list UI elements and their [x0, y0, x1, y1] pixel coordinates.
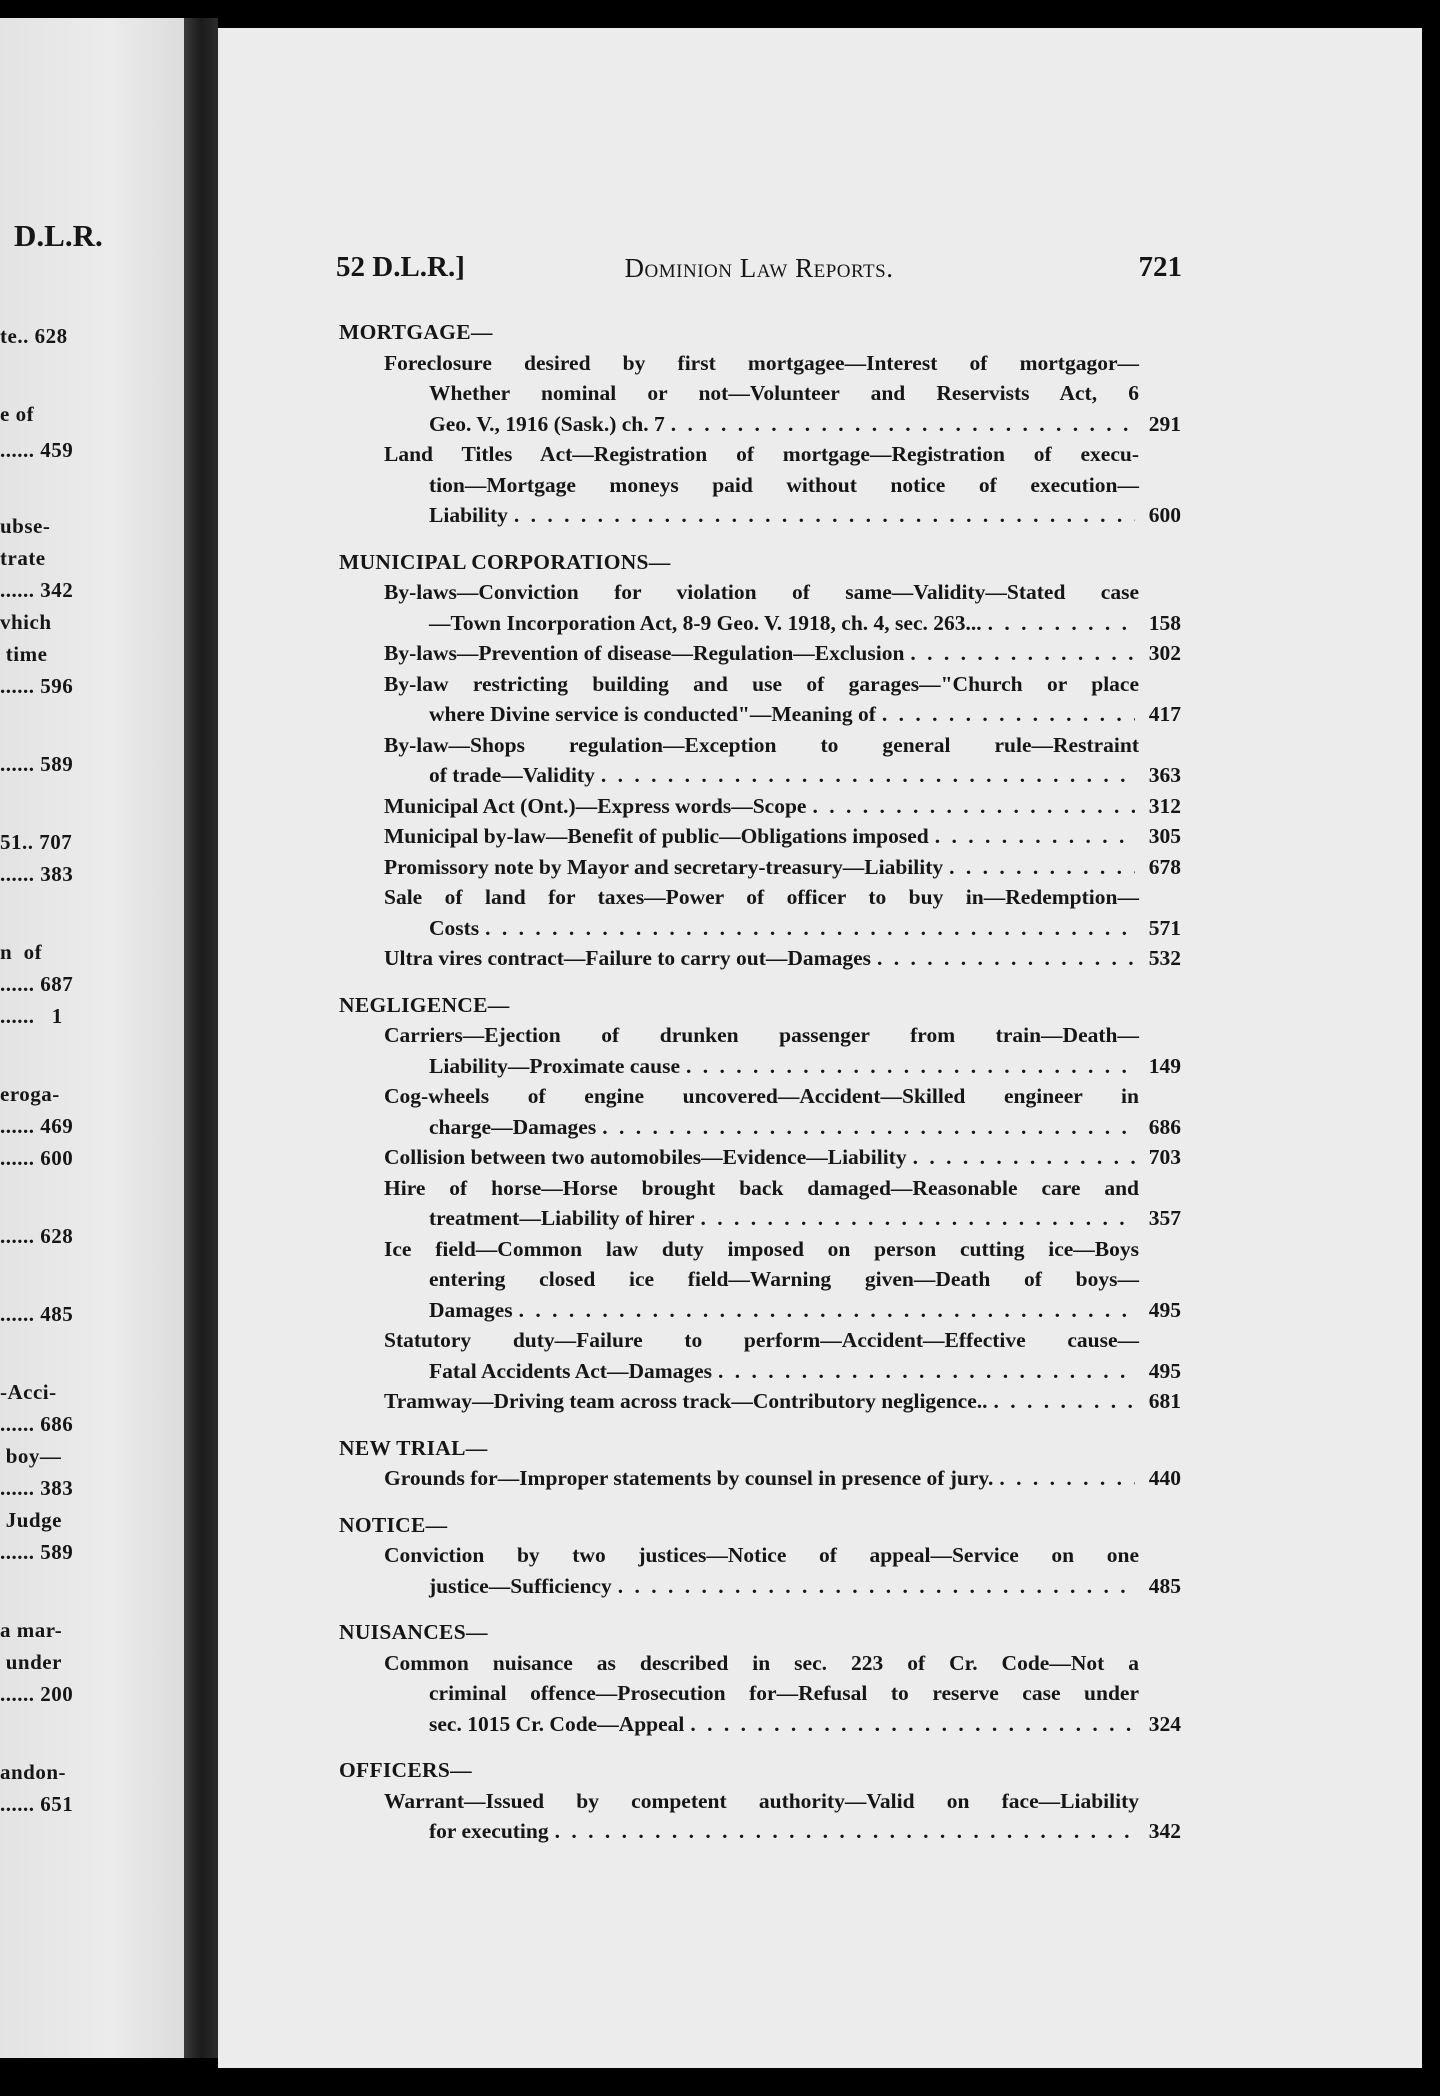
index-entry [339, 821, 1181, 852]
index-entry [339, 1386, 1181, 1417]
entry-line: Common nuisance as described in sec. 223 of Cr. Code—Not a [384, 1650, 1139, 1675]
index-entry [339, 638, 1181, 669]
entry-line: criminal offence—Prosecution for—Refusal to reserve case under [429, 1681, 1139, 1705]
page-reference: 678 [1148, 854, 1181, 879]
page-reference: 305 [1148, 824, 1181, 848]
index-section [339, 1617, 1181, 1739]
index-entry [339, 730, 1181, 791]
page-reference: 495 [1148, 1297, 1181, 1322]
left-page-line: Judge [0, 1508, 62, 1532]
entry-text: Damages [429, 1297, 513, 1322]
entry-text: of trade—Validity [429, 763, 595, 787]
entry-line [384, 1295, 1181, 1326]
page-reference: 485 [1148, 1573, 1181, 1598]
entry-line [384, 409, 1181, 440]
entry-text: Costs [429, 915, 480, 940]
index-entry [339, 1020, 1181, 1081]
page-reference: 158 [1148, 610, 1181, 635]
dot-leader [618, 1571, 1135, 1602]
entry-text: treatment—Liability of hirer [429, 1206, 695, 1230]
entry-line [384, 1112, 1181, 1143]
index-entry [339, 1648, 1181, 1740]
index-entry [339, 943, 1181, 974]
index-entry [339, 1540, 1181, 1601]
entry-line [384, 760, 1181, 791]
dot-leader [555, 1816, 1135, 1847]
left-page-line: ...... 600 [0, 1146, 74, 1170]
entry-line [384, 913, 1181, 944]
page-reference: 324 [1148, 1711, 1181, 1736]
left-page-line: ...... 589 [0, 1540, 74, 1564]
section-heading: OFFICERS— [339, 1758, 472, 1782]
page-reference: 532 [1148, 946, 1181, 970]
left-page-line: trate [0, 546, 46, 570]
entry-line [384, 1051, 1181, 1082]
entry-line [384, 1463, 1181, 1494]
entry-text: for executing [429, 1819, 549, 1843]
entry-line [384, 791, 1181, 822]
entry-line [384, 638, 1181, 669]
entry-line: Sale of land for taxes—Power of officer to buy in—Redemption— [384, 885, 1139, 909]
left-page-line: te.. 628 [0, 324, 68, 348]
page-header [336, 251, 1182, 291]
entry-line: tion—Mortgage moneys paid without notice of execution— [429, 472, 1139, 497]
entry-line [384, 1386, 1181, 1417]
left-page-line: ...... 342 [0, 578, 74, 602]
dot-leader [999, 1463, 1135, 1494]
dot-leader [994, 1386, 1135, 1417]
dot-leader [910, 638, 1135, 669]
index-entry [339, 791, 1181, 822]
entry-text: Liability [429, 503, 508, 527]
index-entry [339, 1142, 1181, 1173]
entry-line: entering closed ice field—Warning given—Death of boys— [429, 1267, 1139, 1291]
page-reference: 686 [1148, 1114, 1181, 1139]
entry-text: Municipal Act (Ont.)—Express words—Scope [384, 793, 807, 818]
entry-line [384, 1203, 1181, 1234]
entry-text: justice—Sufficiency [429, 1573, 612, 1598]
entry-text: charge—Damages [429, 1114, 597, 1139]
dot-leader [671, 409, 1135, 440]
left-page-line: ...... 651 [0, 1792, 74, 1816]
entry-text: Fatal Accidents Act—Damages [429, 1358, 713, 1383]
entry-line: By-law—Shops regulation—Exception to general rule—Restraint [384, 732, 1139, 757]
left-page-line: ...... 200 [0, 1682, 74, 1706]
entry-text: Geo. V., 1916 (Sask.) ch. 7 [429, 411, 665, 436]
page-reference: 357 [1148, 1206, 1181, 1230]
entry-line [384, 500, 1181, 531]
entry-line [384, 1571, 1181, 1602]
page-reference: 312 [1148, 793, 1181, 818]
left-page-line: e of [0, 402, 35, 426]
left-page-line: ...... 589 [0, 752, 74, 776]
dot-leader [514, 500, 1135, 531]
index-section [339, 317, 1181, 531]
dot-leader [882, 699, 1135, 730]
entry-line [384, 1709, 1181, 1740]
left-page-line: ...... 383 [0, 1476, 74, 1500]
index-section [339, 990, 1181, 1417]
entry-line [384, 1816, 1181, 1847]
section-heading: MUNICIPAL CORPORATIONS— [339, 549, 671, 574]
left-page-line: a mar- [0, 1618, 63, 1642]
previous-page-edge [0, 18, 184, 2058]
left-page-header: D.L.R. [14, 218, 103, 253]
dot-leader [690, 1709, 1135, 1740]
index-entry [339, 577, 1181, 638]
left-page-line: time [0, 642, 48, 666]
dot-leader [519, 1295, 1135, 1326]
page-reference: 440 [1148, 1466, 1181, 1490]
entry-line: Conviction by two justices—Notice of appeal—Service on one [384, 1543, 1139, 1567]
volume-reference: 52 D.L.R.] [336, 251, 465, 283]
dot-leader [812, 791, 1135, 822]
dot-leader [602, 1112, 1135, 1143]
left-page-line: boy— [0, 1444, 62, 1468]
index-entry [339, 1234, 1181, 1326]
entry-line: Statutory duty—Failure to perform—Accident—Effective cause— [384, 1328, 1139, 1352]
index-section [339, 1755, 1181, 1847]
dot-leader [913, 1142, 1135, 1173]
page-reference: 149 [1148, 1053, 1181, 1078]
subject-index [339, 317, 1181, 1863]
entry-line: Cog-wheels of engine uncovered—Accident—Skilled engineer in [384, 1084, 1139, 1108]
left-page-line: ...... 687 [0, 972, 74, 996]
dot-leader [485, 913, 1135, 944]
left-page-line: ...... 686 [0, 1412, 74, 1436]
entry-line: Warrant—Issued by competent authority—Valid on face—Liability [384, 1788, 1139, 1813]
entry-text: Promissory note by Mayor and secretary-treasury—Liability [384, 854, 944, 879]
entry-line [384, 821, 1181, 852]
index-entry [339, 1325, 1181, 1386]
entry-text: where Divine service is conducted"—Meaning of [429, 702, 876, 726]
index-entry [339, 1786, 1181, 1847]
entry-text: Liability—Proximate cause [429, 1053, 681, 1078]
page-reference: 363 [1148, 763, 1181, 787]
entry-text: Grounds for—Improper statements by counsel in presence of jury. [384, 1466, 994, 1490]
left-page-line: under [0, 1650, 62, 1674]
left-page-line: ...... 485 [0, 1302, 74, 1326]
index-section [339, 1433, 1181, 1494]
section-heading: NEW TRIAL— [339, 1435, 488, 1460]
entry-text: Ultra vires contract—Failure to carry out—Damages [384, 946, 872, 970]
index-entry [339, 1081, 1181, 1142]
section-heading: NOTICE— [339, 1512, 448, 1537]
left-page-line: vhich [0, 610, 52, 634]
left-page-line: eroga- [0, 1082, 60, 1106]
left-page-line: n of [0, 940, 43, 964]
entry-line [384, 852, 1181, 883]
left-page-line: ...... 628 [0, 1224, 74, 1248]
index-entry [339, 348, 1181, 440]
entry-text: —Town Incorporation Act, 8-9 Geo. V. 1918, ch. 4, sec. 263... [429, 610, 982, 635]
left-page-line: ubse- [0, 514, 51, 538]
dot-leader [935, 821, 1135, 852]
entry-text: sec. 1015 Cr. Code—Appeal [429, 1711, 685, 1736]
entry-line [384, 1142, 1181, 1173]
dot-leader [949, 852, 1135, 883]
entry-line: By-law restricting building and use of garages—"Church or place [384, 671, 1139, 696]
left-page-line: ...... 469 [0, 1114, 74, 1138]
dot-leader [601, 760, 1135, 791]
book-gutter [184, 18, 218, 2058]
dot-leader [686, 1051, 1135, 1082]
running-title: Dominion Law Reports. [624, 253, 894, 283]
left-page-line: 51.. 707 [0, 830, 73, 854]
page-reference: 681 [1148, 1389, 1181, 1413]
entry-text: By-laws—Prevention of disease—Regulation—Exclusion [384, 641, 905, 665]
page-reference: 571 [1148, 915, 1181, 940]
index-entry [339, 882, 1181, 943]
entry-line [384, 943, 1181, 974]
entry-line [384, 699, 1181, 730]
dot-leader [988, 608, 1135, 639]
entry-line: Hire of horse—Horse brought back damaged—Reasonable care and [384, 1175, 1139, 1200]
page-reference: 342 [1148, 1819, 1181, 1843]
dot-leader [701, 1203, 1135, 1234]
entry-text: Collision between two automobiles—Evidence—Liability [384, 1145, 907, 1169]
entry-text: Municipal by-law—Benefit of public—Obligations imposed [384, 824, 929, 848]
page-number: 721 [1138, 251, 1182, 283]
section-heading: NUISANCES— [339, 1620, 488, 1644]
page-reference: 703 [1148, 1145, 1181, 1169]
entry-line: Ice field—Common law duty imposed on person cutting ice—Boys [384, 1236, 1139, 1261]
entry-line [384, 1356, 1181, 1387]
page-reference: 291 [1148, 411, 1181, 436]
page-reference: 417 [1148, 702, 1181, 726]
left-page-line: ...... 383 [0, 862, 74, 886]
section-heading: MORTGAGE— [339, 320, 493, 344]
left-page-line: -Acci- [0, 1380, 57, 1404]
index-entry [339, 852, 1181, 883]
index-section [339, 547, 1181, 974]
entry-line: Land Titles Act—Registration of mortgage—Registration of execu- [384, 442, 1139, 466]
left-page-line: andon- [0, 1760, 67, 1784]
entry-line: Whether nominal or not—Volunteer and Reservists Act, 6 [429, 381, 1139, 405]
entry-line: By-laws—Conviction for violation of same—Validity—Stated case [384, 580, 1139, 604]
index-page [218, 28, 1422, 2068]
index-entry [339, 439, 1181, 531]
index-entry [339, 669, 1181, 730]
page-reference: 302 [1148, 641, 1181, 665]
entry-line [384, 608, 1181, 639]
section-heading: NEGLIGENCE— [339, 992, 510, 1017]
left-page-line: ...... 459 [0, 438, 74, 462]
left-page-line: ...... 1 [0, 1004, 63, 1028]
index-entry [339, 1173, 1181, 1234]
dot-leader [718, 1356, 1135, 1387]
entry-line: Carriers—Ejection of drunken passenger from train—Death— [384, 1023, 1139, 1047]
page-reference: 495 [1148, 1358, 1181, 1383]
index-entry [339, 1463, 1181, 1494]
left-page-line: ...... 596 [0, 674, 74, 698]
entry-text: Tramway—Driving team across track—Contributory negligence.. [384, 1389, 988, 1413]
page-reference: 600 [1148, 503, 1181, 527]
entry-line: Foreclosure desired by first mortgagee—Interest of mortgagor— [384, 350, 1139, 375]
dot-leader [877, 943, 1135, 974]
index-section [339, 1510, 1181, 1602]
